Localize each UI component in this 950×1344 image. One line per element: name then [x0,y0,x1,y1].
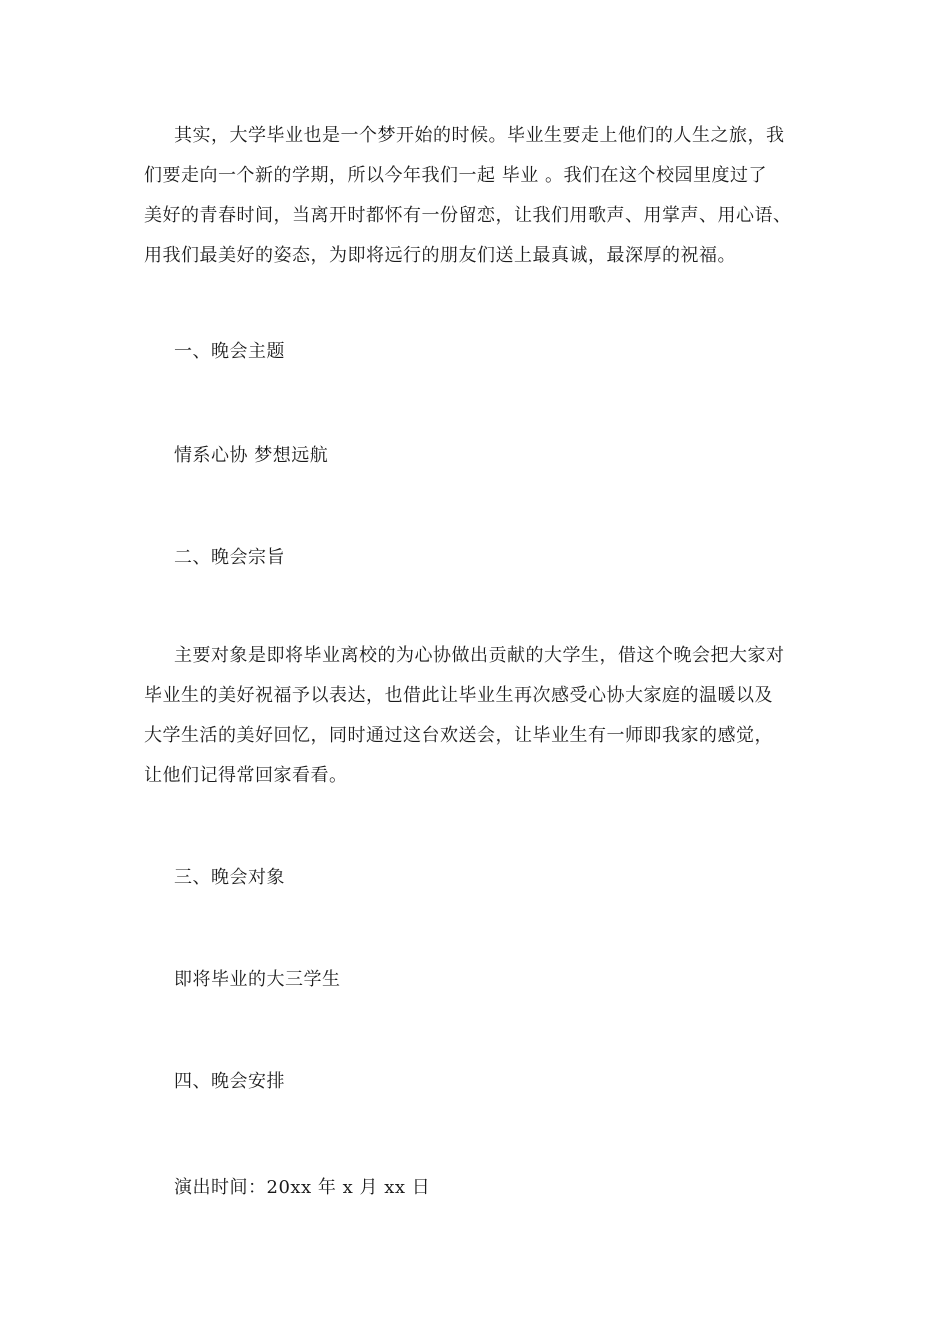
section4-heading: 四、晚会安排 [174,1071,285,1092]
section3-content-block [144,960,812,1000]
section1-content: 情系心协 梦想远航 [174,445,329,466]
section3-heading: 三、晚会对象 [174,867,285,888]
section2-line: 主要对象是即将毕业离校的为心协做出贡献的大学生，借这个晚会把大家对 [174,645,785,666]
intro-line: 们要走向一个新的学期，所以今年我们一起 毕业 。我们在这个校园里度过了 [144,165,767,186]
section1-heading-block [144,332,812,372]
section4-content: 演出时间：20xx 年 x 月 xx 日 [174,1177,431,1198]
section2-heading: 二、晚会宗旨 [174,547,285,568]
section2-line: 大学生活的美好回忆，同时通过这台欢送会，让毕业生有一师即我家的感觉， [144,725,773,746]
section3-heading-block [144,858,812,898]
section2-paragraph [144,636,812,796]
section2-line: 毕业生的美好祝福予以表达，也借此让毕业生再次感受心协大家庭的温暖以及 [144,685,773,706]
intro-line: 美好的青春时间，当离开时都怀有一份留恋，让我们用歌声、用掌声、用心语、 [144,205,792,226]
section2-heading-block [144,538,812,578]
intro-line: 其实，大学毕业也是一个梦开始的时候。毕业生要走上他们的人生之旅，我 [174,125,785,146]
section1-heading: 一、晚会主题 [174,341,285,362]
intro-paragraph [144,116,812,276]
section1-content-block [144,436,812,476]
section4-heading-block [144,1062,812,1102]
section2-line: 让他们记得常回家看看。 [144,765,348,786]
section4-content-block [144,1168,812,1208]
section3-content: 即将毕业的大三学生 [174,969,341,990]
intro-line: 用我们最美好的姿态，为即将远行的朋友们送上最真诚，最深厚的祝福。 [144,245,736,266]
